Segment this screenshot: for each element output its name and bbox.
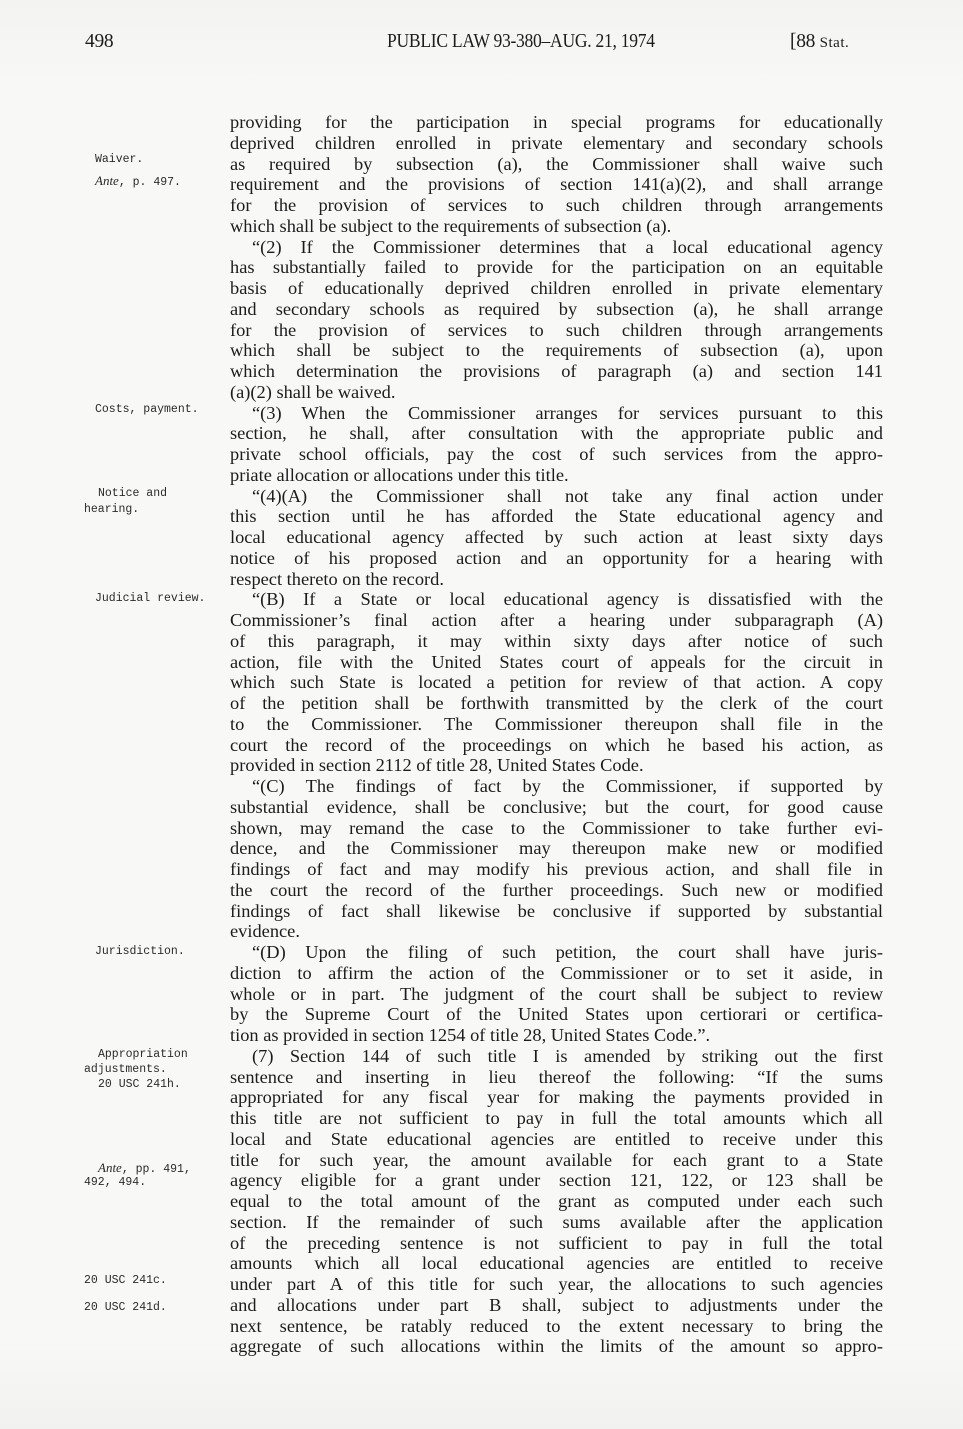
- body-line: to the Commissioner. The Commissioner thereupon shall file in the: [230, 713, 883, 734]
- paragraph-4a-start: “(4)(A) the Commissioner shall not take any final action under: [252, 485, 883, 506]
- margin-note-judicial: Judicial review.: [95, 592, 206, 605]
- paragraph-7-start: (7) Section 144 of such title I is amended by striking out the first: [252, 1045, 883, 1066]
- margin-note-adjustments: adjustments.: [84, 1063, 167, 1076]
- body-line: court the record of the proceedings on which he based his action, as: [230, 734, 883, 755]
- body-line: priate allocation or allocations under this title.: [230, 464, 569, 485]
- body-line: as required by subsection (a), the Commissioner shall waive such: [230, 153, 883, 174]
- margin-note-ante-497: [95, 173, 181, 190]
- paragraph-2-start: “(2) If the Commissioner determines that a local educational agency: [252, 236, 883, 257]
- margin-note-usc-241h: 20 USC 241h.: [98, 1078, 181, 1091]
- body-line: and secondary schools as required by subsection (a), he shall arrange: [230, 298, 883, 319]
- body-line: local and State educational agencies are entitled to receive under this: [230, 1128, 883, 1149]
- statute-body: [230, 112, 883, 1357]
- ante-ref: , pp. 491,: [121, 1163, 191, 1176]
- body-line: diction to affirm the action of the Commissioner or to set it aside, in: [230, 962, 883, 983]
- margin-note-jurisdiction: Jurisdiction.: [95, 945, 185, 958]
- body-line: findings of fact shall likewise be conclusive if supported by substantial: [230, 900, 883, 921]
- margin-note-costs: Costs, payment.: [95, 403, 199, 416]
- body-line: amounts which all local educational agencies are entitled to receive: [230, 1253, 883, 1274]
- body-line: which shall be subject to the requirements of subsection (a), upon: [230, 340, 883, 361]
- body-line: tion as provided in section 1254 of title 28, United States Code.”.: [230, 1025, 711, 1045]
- body-line: action, file with the United States court of appeals for the circuit in: [230, 651, 883, 672]
- header-title: PUBLIC LAW 93-380–AUG. 21, 1974: [387, 31, 655, 52]
- body-line: which such State is located a petition for review of that action. A copy: [230, 672, 883, 693]
- margin-note-waiver: Waiver.: [95, 153, 144, 166]
- body-line: Commissioner’s final action after a hearing under subparagraph (A): [230, 610, 883, 630]
- body-line: notice of his proposed action and an opportunity for a hearing with: [230, 547, 883, 568]
- body-line: of this paragraph, it may within sixty days after notice of such: [230, 630, 883, 651]
- paragraph-4c-start: “(C) The findings of fact by the Commissioner, if supported by: [252, 776, 883, 796]
- margin-note-appropriation: Appropriation: [98, 1048, 188, 1061]
- body-line: agency eligible for a grant under section 121, 122, or 123 shall be: [230, 1170, 883, 1191]
- body-line: under part A of this title for such year, the allocations to such agencies: [230, 1274, 883, 1294]
- body-line: substantial evidence, shall be conclusive; but the court, for good cause: [230, 796, 883, 817]
- body-line: shown, may remand the case to the Commissioner to take further evi-: [230, 817, 883, 838]
- statute-volume: [790, 31, 849, 53]
- body-line: appropriated for any fiscal year for making the payments provided in: [230, 1087, 883, 1108]
- body-line: evidence.: [230, 921, 300, 942]
- body-line: section, he shall, after consultation with the appropriate public and: [230, 423, 883, 444]
- body-line: which shall be subject to the requirements of subsection (a).: [230, 215, 672, 236]
- body-line: which determination the provisions of paragraph (a) and section 141: [230, 361, 883, 381]
- body-line: equal to the total amount of the grant as computed under each such: [230, 1191, 883, 1211]
- body-line: provided in section 2112 of title 28, United States Code.: [230, 755, 644, 776]
- body-line: of the petition shall be forthwith transmitted by the clerk of the court: [230, 693, 883, 713]
- margin-note-usc-241c: 20 USC 241c.: [84, 1274, 167, 1287]
- body-line: requirement and the provisions of section 141(a)(2), and shall arrange: [230, 174, 883, 195]
- margin-note-hearing: hearing.: [84, 503, 140, 516]
- body-line: and allocations under part B shall, subject to adjustments under the: [230, 1294, 883, 1315]
- body-line: (a)(2) shall be waived.: [230, 381, 396, 402]
- stat-bracket: [88: [790, 31, 820, 52]
- margin-note-ante-494: 492, 494.: [84, 1176, 147, 1189]
- running-header: [0, 31, 963, 57]
- body-line: sentence and inserting in lieu thereof the following: “If the sums: [230, 1066, 883, 1087]
- body-line: private school officials, pay the cost of such services from the appro-: [230, 444, 883, 464]
- body-line: for the provision of services to such children through arrangements: [230, 319, 883, 340]
- ante-ref: , p. 497.: [118, 176, 181, 189]
- body-line: section. If the remainder of such sums available after the application: [230, 1211, 883, 1232]
- paragraph-4d-start: “(D) Upon the filing of such petition, the court shall have juris-: [252, 942, 883, 962]
- stat-label: Stat.: [819, 35, 850, 51]
- body-line: by the Supreme Court of the United States upon certiorari or certifica-: [230, 1004, 883, 1025]
- body-line: title for such year, the amount available for each grant to a State: [230, 1149, 883, 1170]
- body-line: dence, and the Commissioner may thereupon make new or modified: [230, 838, 883, 859]
- body-line: this section until he has afforded the State educational agency and: [230, 506, 883, 527]
- body-line: of the preceding sentence is not sufficient to pay in full the total: [230, 1232, 883, 1253]
- body-line: next sentence, be ratably reduced to the extent necessary to bring the: [230, 1315, 883, 1336]
- paragraph-3-start: “(3) When the Commissioner arranges for services pursuant to this: [252, 402, 883, 423]
- page-number: 498: [85, 31, 114, 52]
- body-line: deprived children enrolled in private elementary and secondary schools: [230, 132, 883, 153]
- body-line: the court the record of the further proceedings. Such new or modified: [230, 879, 883, 900]
- body-line: providing for the participation in special programs for educationally: [230, 112, 883, 132]
- body-line: basis of educationally deprived children enrolled in private elementary: [230, 278, 883, 298]
- ante-italic: Ante: [98, 1160, 122, 1175]
- body-line: whole or in part. The judgment of the court shall be subject to review: [230, 983, 883, 1004]
- paragraph-4b-start: “(B) If a State or local educational agency is dissatisfied with the: [252, 589, 883, 610]
- body-line: findings of fact and may modify his previous action, and shall file in: [230, 859, 883, 879]
- body-line: aggregate of such allocations within the limits of the amount so appro-: [230, 1336, 883, 1357]
- body-line: respect thereto on the record.: [230, 568, 444, 589]
- margin-note-usc-241d: 20 USC 241d.: [84, 1301, 167, 1314]
- margin-note-notice: Notice and: [98, 487, 168, 500]
- body-line: for the provision of services to such children through arrangements: [230, 195, 883, 215]
- body-line: has substantially failed to provide for the participation on an equitable: [230, 257, 883, 278]
- body-line: local educational agency affected by such action at least sixty days: [230, 527, 883, 547]
- ante-italic: Ante: [95, 173, 119, 188]
- body-line: this title are not sufficient to pay in full the total amounts which all: [230, 1108, 883, 1128]
